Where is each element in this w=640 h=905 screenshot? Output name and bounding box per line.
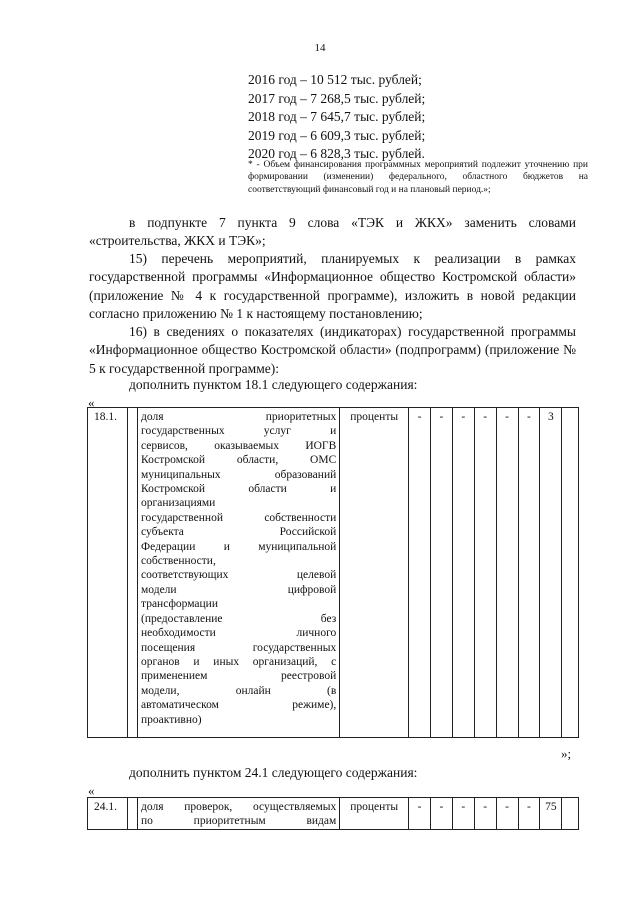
value-cell: - (452, 408, 474, 738)
desc-line: модели, онлайн (в (141, 684, 337, 697)
desc-line: соответствующих целевой (141, 569, 337, 582)
desc-line: (предоставление без (141, 612, 337, 625)
desc-line: государственных услуг и (141, 425, 337, 438)
empty-cell (127, 798, 137, 830)
value-cell: 75 (540, 798, 562, 830)
funding-line-2018: 2018 год – 7 645,7 тыс. рублей; (248, 109, 426, 124)
value-cell: - (452, 798, 474, 830)
unit-cell: проценты (340, 798, 409, 830)
funding-list (248, 71, 425, 164)
desc-line: собственности, (141, 555, 216, 568)
value-cell: 3 (540, 408, 562, 738)
quote-close-18-1: »; (561, 746, 572, 761)
paragraph-tek-zhkh: в подпункте 7 пункта 9 слова «ТЭК и ЖКХ» заменить словами «строительства, ЖКХ и ТЭК»; (89, 215, 576, 249)
value-cell: - (474, 798, 496, 830)
value-cell: - (430, 408, 452, 738)
funding-line-2020: 2020 год – 6 828,3 тыс. рублей. (248, 146, 425, 161)
quote-open-18-1: « (88, 395, 95, 410)
table-row-18-1 (87, 407, 579, 738)
value-cell (562, 798, 579, 830)
paragraph-16: 16) в сведениях о показателях (индикаторах) государственной программы «Информационное общество Костромской области» (подпрограмм) (приложение № 5 к государственной программе): (89, 324, 576, 376)
value-cell: - (474, 408, 496, 738)
unit-cell: проценты (340, 408, 409, 738)
quote-open-24-1: « (88, 783, 95, 798)
funding-line-2019: 2019 год – 6 609,3 тыс. рублей; (248, 127, 426, 143)
value-cell (562, 408, 579, 738)
page-number: 14 (314, 42, 326, 54)
value-cell: - (409, 798, 431, 830)
indicator-description (138, 408, 340, 738)
paragraph-15: 15) перечень мероприятий, планируемых к реализации в рамках государственной программы «Информационное общество Костромской области» (приложение № 4 к государственной программе), изложить в новой редакции согласно приложению № 1 к настоящему постановлению; (89, 251, 576, 322)
desc-line: автоматическом режиме), (141, 699, 337, 712)
desc-line: по приоритетным видам (141, 815, 337, 827)
desc-line: Федерации и муниципальной (141, 540, 337, 553)
table-row-24-1 (87, 797, 579, 830)
indicator-description (138, 798, 340, 830)
desc-line: трансформации (141, 598, 218, 611)
row-number: 18.1. (88, 408, 128, 738)
row-number: 24.1. (88, 798, 128, 830)
desc-line: необходимости личного (141, 627, 337, 640)
value-cell: - (518, 408, 540, 738)
funding-line-2017: 2017 год – 7 268,5 тыс. рублей; (248, 90, 426, 106)
desc-line: организациями (141, 497, 216, 510)
desc-line: субъекта Российской (141, 526, 337, 539)
desc-line: применением реестровой (141, 670, 337, 683)
desc-line: муниципальных образований (141, 468, 337, 481)
desc-line: государственной собственности (141, 511, 337, 524)
paragraph-add-18-1: дополнить пунктом 18.1 следующего содержания: (129, 377, 418, 392)
desc-line: органов и иных организаций, с (141, 655, 337, 668)
desc-line: доля проверок, осуществляемых (141, 801, 337, 813)
desc-line: Костромской области, ОМС (141, 454, 337, 467)
footnote: * - Объем финансирования программных мероприятий подлежит уточнению при формировании (изменении) федерального, областного бюджетов на соответствующий финансовый год и на плановый период.»; (248, 160, 588, 195)
paragraph-add-24-1: дополнить пунктом 24.1 следующего содержания: (129, 765, 418, 780)
value-cell: - (430, 798, 452, 830)
desc-line: проактивно) (141, 713, 202, 726)
desc-line: доля приоритетных (141, 411, 337, 423)
funding-line-2016: 2016 год – 10 512 тыс. рублей; (248, 72, 422, 87)
value-cell: - (496, 408, 518, 738)
empty-cell (127, 408, 137, 738)
desc-line: посещения государственных (141, 641, 337, 654)
desc-line: модели цифровой (141, 583, 337, 596)
desc-line: сервисов, оказываемых ИОГВ (141, 439, 337, 452)
value-cell: - (496, 798, 518, 830)
desc-line: Костромской области и (141, 483, 337, 496)
value-cell: - (409, 408, 431, 738)
value-cell: - (518, 798, 540, 830)
